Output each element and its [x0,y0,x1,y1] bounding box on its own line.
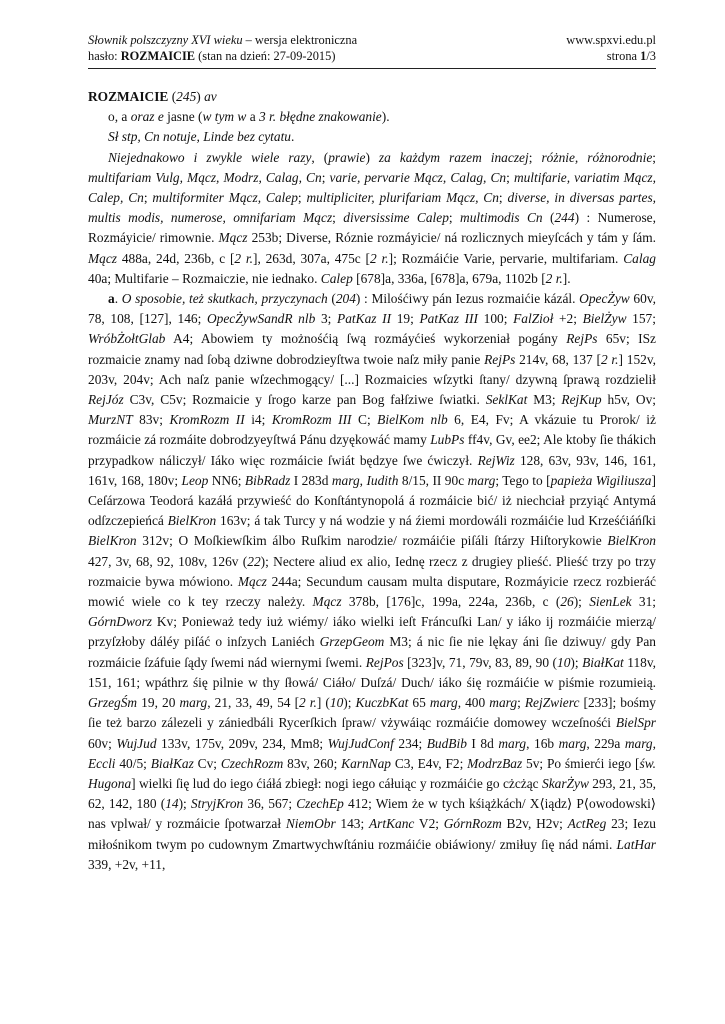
text-run: ); Nectere aliud ex alio, Iednę rzecz z drugiey plieść. Plieść trzy po trzy rozmaicie bywa mówiono. [88,553,656,589]
text-run: ). [381,109,390,125]
entry-body [88,87,656,875]
text-run: 378b, [176]c, 199a, 224a, 236b, c ( [341,594,561,610]
italic-run: RejWiz [477,452,515,468]
italic-run: 2 r. [545,270,563,286]
italic-run: WujJud [116,735,157,751]
text-run: ( [168,89,177,104]
italic-run: 2 r. [299,695,317,711]
italic-run: FalZioł [513,311,554,327]
italic-run: marg [624,735,653,751]
text-run: 234; [393,735,427,751]
text-run: h5v, Ov; [601,392,656,408]
italic-run: varie, pervarie Mącz, Calag, Cn [329,169,507,185]
italic-run: Mącz [312,594,342,610]
text-run: ] wielki ſię lud do iego ćiáłá zbiegł: nogi iego cáłuiąc y rozmáićie go cżcżąc [131,775,543,791]
italic-run: 204 [335,291,356,307]
italic-run: KromRozm II [169,412,245,428]
text-run: jasne ( [163,109,203,125]
text-run: 427, 3v, 68, 92, 108v, 126v ( [88,553,248,569]
italic-run: za każdym razem inaczej [378,149,529,165]
italic-run: multiformiter Mącz, Calep [152,190,298,206]
italic-run: PatKaz II [337,311,392,327]
text-run: a [246,109,260,125]
text-run: 19, 20 [137,695,180,711]
italic-run: marg [179,695,208,711]
text-run: ]; Rozmáićie Varie, pervarie, multifariam. [388,250,624,266]
text-run: 23; Iezu miłośnikom twym po cudownym Zmartwychwſtániu rozmáićie obiáwiony/ zmiłuy ſię nád námi. [88,816,656,852]
text-run: 100; [477,311,514,327]
italic-run: StryjKron [190,796,244,812]
text-run: ); [343,695,356,711]
text-run: ) [196,89,205,104]
italic-run: SienLek [589,594,632,610]
italic-run: diverse, in diversas partes, multis modis, numerose, omnifariam Mącz [88,190,657,226]
italic-run: KarnNap [341,755,391,771]
text-run: 5v; Po śmierći iego [ [522,755,640,771]
italic-run: ActReg [567,816,607,832]
italic-run: BielSpr [615,715,656,731]
italic-run: KuczbKat [355,695,409,711]
italic-run: BielKron [607,533,656,549]
italic-run: av [204,89,217,104]
italic-run: marg [498,735,527,751]
text-run: , 229a [586,735,625,751]
text-run: ); [570,654,583,670]
italic-run: MurzNT [88,412,133,428]
italic-run: GórnRozm [443,816,502,832]
italic-run: marg [331,472,360,488]
italic-run: OpecŻyw [579,291,630,307]
text-run: [678]a, 336a, [678]a, 679a, 1102b [ [352,270,546,286]
italic-run: GórnDworz [88,614,152,630]
text-run: 65 [408,695,430,711]
italic-run: BudBib [426,735,467,751]
italic-run: prawie [328,149,366,165]
text-run: . [291,129,295,145]
dictionary-title-italic: Słownik polszczyzny XVI wieku [88,33,243,47]
text-run: ( [327,291,336,307]
italic-run: BiałKat [582,654,624,670]
italic-run: ModrzBaz [467,755,523,771]
definition-paragraph [88,148,656,289]
text-run: A4; Abowiem ty możnośćią ſwą rozmáyćieś wykorzeniał pogány [165,331,567,347]
sense-a-paragraph [88,289,656,875]
text-run: 133v, 175v, 209v, 234, Mm8; [156,735,328,751]
headword-label: hasło: [88,49,121,63]
header-divider [88,68,656,69]
text-run: 36, 567; [243,796,297,812]
headword-status [88,48,335,64]
italic-run: Leop [181,472,209,488]
italic-run: Iudith [366,472,399,488]
text-run: ] ( [316,695,330,711]
text-run: B2v, H2v; [501,816,568,832]
text-run: Cv; [193,755,221,771]
text-run: C3, E4v, F2; [391,755,468,771]
page-header [88,32,656,64]
italic-run: RejPs [566,331,598,347]
text-run: 3; [315,311,338,327]
text-run: ; [332,210,344,226]
italic-run: BielKom nlb [377,412,448,428]
text-run: 488a, 24d, 236b, c [ [117,250,235,266]
italic-run: BielKron [88,533,137,549]
text-run: 8/15, II 90c [398,472,468,488]
text-run: ) [365,149,379,165]
text-run: ( [542,210,555,226]
italic-run: różnie, różnorodnie [541,149,653,165]
text-run: 83v, 260; [283,755,342,771]
text-run: 83v; [132,412,170,428]
text-run: 118v, 151, 161; wpáthrz śię pilnie w thy ſłowá/ Ciáło/ Duſzá/ Duch/ iáko śię rozmáićie w piśmie rozumieią. [88,654,657,690]
italic-run: 22 [247,553,261,569]
text-run: ; [448,210,461,226]
italic-run: 14 [165,796,179,812]
text-run: +2; [553,311,583,327]
italic-run: GrzegŚm [88,695,138,711]
text-run: ); [573,594,590,610]
status-date: (stan na dzień: 27-09-2015) [195,49,336,63]
italic-run: RejZwierc [524,695,580,711]
text-run: ; [517,695,525,711]
header-row-1 [88,32,656,48]
italic-run: Calep [320,270,353,286]
italic-run: Mącz [218,230,248,246]
italic-run: marg [467,472,496,488]
italic-run: WujJudConf [327,735,394,751]
text-run: 128, 63v, 93v, 146, 161, 161v, 168, 180v; [88,452,656,488]
italic-run: w tym w [202,109,247,125]
text-run: 143; [335,816,369,832]
text-run: 412; Wiem że w tych kśiążkách/ X⟨iądz⟩ P⟨owodowski⟩ nas vplwał/ y rozmáicie ſpotwarzał [88,796,657,832]
text-run: 6, E4, Fv; A vkázuie tu Prorok/ iż rozmáicie zá rozmáite dobrodzyeyſtwá Pánu dzyękowáć mamy [88,412,656,448]
page-number: 1 [640,49,647,63]
italic-run: ArtKanc [368,816,415,832]
italic-run: 3 r. błędne znakowanie [259,109,382,125]
text-run: ) : Milośćiwy pán Iezus rozmaićie kázál. [355,291,580,307]
italic-run: 26 [560,594,574,610]
italic-run: multifariam Vulg, Mącz, Modrz, Calag, Cn [88,169,322,185]
text-run: 31; [631,594,656,610]
text-run: ] 152v, 203v, 204v; Ach naſz panie wſzechmogący/ [...] Rozmaicies wſzytki ſtany/ dzywną ſprawą rozdzielił [88,351,657,387]
italic-run: Sł stp, Cn notuje, Linde bez cytatu [108,129,291,145]
text-run: ]. [562,270,571,286]
text-run: ); [178,796,191,812]
text-run: ) : Numerose, Rozmáyicie/ rimownie. [88,210,656,246]
italic-run: RejKup [561,392,602,408]
text-run: 312v; O Moſkiewſkim álbo Ruſkim narodzie/ rozmáićie piſáli ſtárzy Hiſtorykowie [136,533,608,549]
website-url: www.spxvi.edu.pl [566,33,656,47]
italic-run: papieża Wigiliusza [550,472,652,488]
text-run: ; [143,190,153,206]
italic-run: marg [429,695,458,711]
text-run: ] Ceſárzowa Teodorá kazáłá przywieść do Konſtántynopolá á rozmáicie bić/ iż niechciał przyiąć Antymá odſzczepieńcá [88,472,656,529]
text-run: . [114,291,122,307]
italic-run: RejJóz [88,392,124,408]
header-row-2 [88,48,656,64]
text-run: 157; [626,311,656,327]
text-run: ; [297,190,307,206]
page-indicator [607,48,656,64]
text-run: 40a; Multifarie – Rozmaiczie, nie iednako. [88,270,321,286]
italic-run: marg [489,695,518,711]
italic-run: 10 [329,695,344,711]
text-run: o, a [108,109,131,125]
italic-run: LatHar [616,836,656,852]
italic-run: św. Hugona [88,755,656,791]
bold-run: ROZMAICIE [88,89,169,104]
text-run: 244a; Secundum causam multa disputare, Rozmáyicie rzecz rozbieráć mowić wiele co k tey rzeczy należy. [88,573,656,610]
text-run: ; Tego to [ [495,472,551,488]
bold-run: a [108,291,115,307]
text-run: 40/5; [115,755,151,771]
page-label: strona [606,49,641,63]
italic-run: 2 r. [600,351,619,367]
text-run: ; [506,169,514,185]
text-run: NN6; [208,472,245,488]
italic-run: marg [558,735,587,751]
italic-run: 2 r. [370,250,389,266]
italic-run: 10 [557,654,571,670]
text-run: [323]v, 71, 79v, 83, 89, 90 ( [403,654,557,670]
italic-run: Mącz [88,250,118,266]
italic-run: 244 [554,210,575,226]
text-run: , [359,472,367,488]
italic-run: LubPs [430,432,465,448]
text-run: i4; [244,412,272,428]
dictionary-title-rest: – wersja elektroniczna [242,33,358,47]
text-run: ; [498,190,508,206]
text-run: , [652,735,656,751]
text-run: V2; [414,816,444,832]
text-run: M3; á nic ſie nie lękay áni ſie dziwuy/ gdy Pan rozmáicie ſzáfuie ſądy ſwemi nád wiernymi ſwemi. [88,634,656,670]
text-run: ], 263d, 307a, 475c [ [252,250,371,266]
italic-run: RejPs [484,351,516,367]
text-run: 214v, 68, 137 [ [515,351,601,367]
italic-run: CzechEp [296,796,344,812]
text-run: 163v; á tak Turcy y ná wodzie y ná źiemi mordowáli rozmáićie lud Krześćiáńſki [216,513,656,529]
text-run: C3v, C5v; Rozmaicie y ſrogo karze pan Bog fałſziwe ſwiatki. [123,392,486,408]
text-run: 339, +2v, +11, [88,856,166,872]
italic-run: 2 r. [234,250,253,266]
text-run: 65v; ISz rozmaicie znamy nad ſobą dziwne dobrodzieyſtwa twoie naſz miły panie [88,331,656,367]
headword-name: ROZMAICIE [120,49,196,63]
entry-headword-line [88,87,656,107]
text-run: , 400 [457,695,490,711]
italic-run: multifarie, variatim Mącz, Calep, Cn [88,169,656,206]
text-run: , 16b [526,735,559,751]
text-run: I 283d [290,472,332,488]
italic-run: WróbŻołtGlab [88,331,166,347]
italic-run: NiemObr [285,816,336,832]
text-run: ; [528,149,542,165]
italic-run: BiałKaz [150,755,194,771]
spelling-note [88,107,656,127]
sources-note [88,127,656,147]
italic-run: O sposobie, też skutkach, przyczynach [121,291,328,307]
italic-run: multimodis Cn [460,210,543,226]
text-run: 293, 21, 35, 62, 142, 180 ( [88,775,656,812]
italic-run: OpecŻywSandR nlb [206,311,316,327]
italic-run: KromRozm III [271,412,352,428]
italic-run: BibRadz [244,472,291,488]
italic-run: CzechRozm [220,755,284,771]
italic-run: Eccli [88,755,116,771]
italic-run: Mącz [237,573,267,589]
text-run: 19; [391,311,420,327]
text-run: M3; [527,392,562,408]
text-run: ; [652,149,656,165]
text-run: ff4v, Gv, ee2; Ale ktoby ſie thákich przypadkow náliczył/ Iáko więc rozmáicie ſwiát będzye ſwe ćwiczył. [88,432,656,468]
text-run: I 8d [466,735,499,751]
italic-run: BielKron [167,513,217,529]
text-run: Kv; Ponieważ tedy iuż wiémy/ iáko wielki ieſt Fráncuſki Lan/ y iáko ij rozmáićie mierzą/ przyſzłoby dáléy piſáć o inſzych Laniéch [88,614,656,650]
italic-run: SeklKat [485,392,528,408]
italic-run: RejPos [365,654,404,670]
text-run: 60v; [88,735,117,751]
dictionary-title [88,32,357,48]
italic-run: BielŻyw [582,311,627,327]
text-run: 60v, 78, 108, [127], 146; [88,291,656,327]
italic-run: multipliciter, plurifariam Mącz, Cn [306,190,499,206]
page-total: /3 [646,49,656,63]
italic-run: oraz e [130,109,164,125]
italic-run: 245 [176,89,197,104]
italic-run: diversissime Calep [343,210,449,226]
text-run: , 21, 33, 49, 54 [ [207,695,300,711]
italic-run: GrzepGeom [319,634,385,650]
text-run: [233]; bośmy ſie też barzo zálezeli y zániedbáli Rycerſkich ſpraw/ vżywáiąc rozmáićie domowey wczeſnośći [88,695,656,731]
text-run: 253b; Diverse, Róznie rozmáyicie/ ná rozlicznych mieyſcách y tám y ſám. [247,230,656,246]
italic-run: SkarŻyw [542,775,589,791]
text-run: ; [321,169,330,185]
italic-run: PatKaz III [419,311,478,327]
italic-run: Calag [623,250,656,266]
text-run: C; [351,412,378,428]
italic-run: Niejednakowo i zwykle wiele razy [108,149,312,165]
text-run: , ( [311,149,329,165]
